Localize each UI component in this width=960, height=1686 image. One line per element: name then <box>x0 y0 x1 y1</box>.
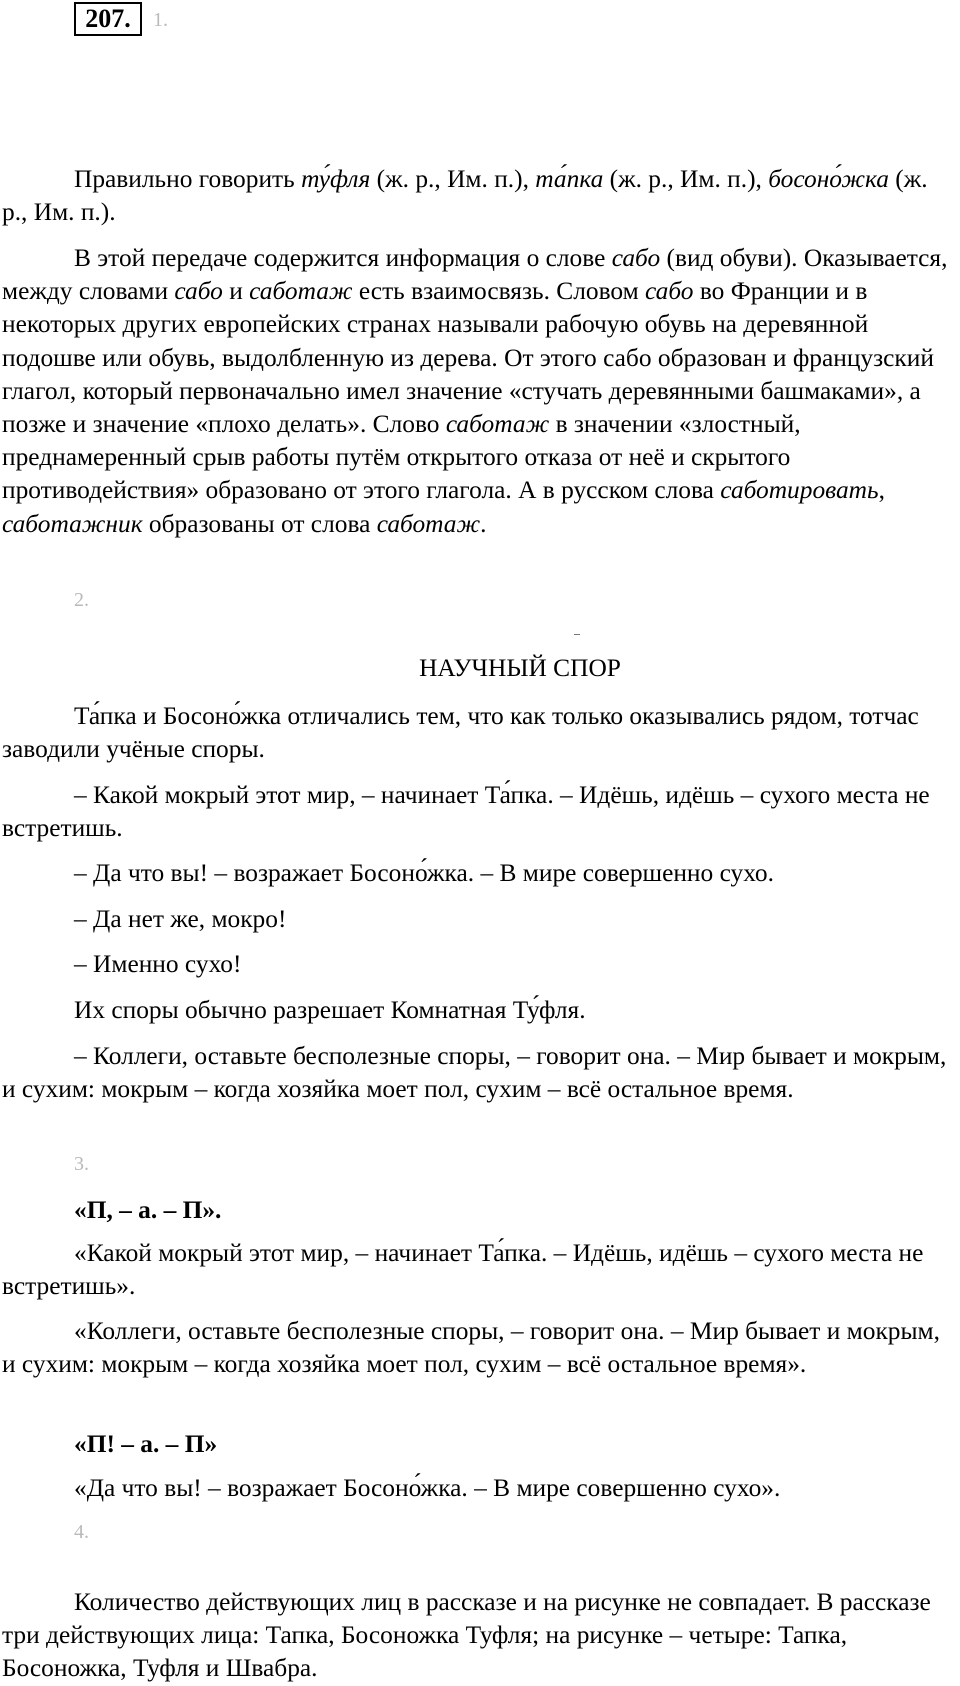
story-paragraph: Та́пка и Босоно́жка отличались тем, что как только оказывались рядом, тотчас заводили учёные споры. <box>2 702 919 764</box>
story-paragraph: – Да что вы! – возражает Босоно́жка. – В мире совершенно сухо. <box>74 859 774 887</box>
example-quote-3: «Да что вы! – возражает Босоно́жка. – В мире совершенно сухо». <box>74 1474 781 1502</box>
paragraph-correct-forms: Правильно говорить ту́фля (ж. р., Им. п.), та́пка (ж. р., Им. п.), босоно́жка (ж. р., Им. п.). <box>2 165 928 227</box>
paragraph-sabo: В этой передаче содержится информация о слове сабо (вид обуви). Оказывается, между словами сабо и саботаж есть взаимосвязь. Словом сабо во Франции и в некоторых других европейских странах называли рабочую обувь на деревянной подошве или обувь, выдолбленную из дерева. От этого сабо образован и французский глагол, который первоначально имел значение «стучать деревянными башмаками», а позже и значение «плохо делать». Слово саботаж в значении «злостный, преднамеренный срыв работы путём открытого отказа от неё и скрытого противодействия» образовано от этого глагола. А в русском слова саботировать, саботажник образованы от слова саботаж. <box>2 244 948 538</box>
punctuation-scheme-2: «П! – а. – П» <box>74 1430 218 1458</box>
story-paragraph: – Именно сухо! <box>74 950 242 978</box>
punctuation-scheme-1: «П, – а. – П». <box>74 1196 222 1224</box>
section-number-2: 2. <box>74 589 89 611</box>
example-quote-1: «Какой мокрый этот мир, – начинает Та́пка. – Идёшь, идёшь – сухого места не встретишь». <box>2 1239 924 1301</box>
story-paragraph: Их споры обычно разрешает Комнатная Ту́фля. <box>74 996 586 1024</box>
divider-mark <box>574 634 580 635</box>
section-number-1: 1. <box>153 9 168 31</box>
section-number-3: 3. <box>74 1153 89 1175</box>
example-quote-2: «Коллеги, оставьте бесполезные споры, – говорит она. – Мир бывает и мокрым, и сухим: мокрым – когда хозяйка моет пол, сухим – всё остальное время». <box>2 1317 940 1379</box>
section-number-4: 4. <box>74 1521 89 1543</box>
story-paragraph: – Коллеги, оставьте бесполезные споры, – говорит она. – Мир бывает и мокрым, и сухим: мокрым – когда хозяйка моет пол, сухим – всё остальное время. <box>2 1042 947 1104</box>
exercise-number: 207. <box>74 2 142 36</box>
story-paragraph: – Да нет же, мокро! <box>74 905 287 933</box>
characters-count-paragraph: Количество действующих лиц в рассказе и на рисунке не совпадает. В рассказе три действующих лица: Тапка, Босоножка Туфля; на рисунке – четыре: Тапка, Босоножка, Туфля и Швабра. <box>2 1588 931 1683</box>
story-title: НАУЧНЫЙ СПОР <box>419 654 621 682</box>
story-paragraph: – Какой мокрый этот мир, – начинает Та́пка. – Идёшь, идёшь – сухого места не встретишь. <box>2 781 930 843</box>
